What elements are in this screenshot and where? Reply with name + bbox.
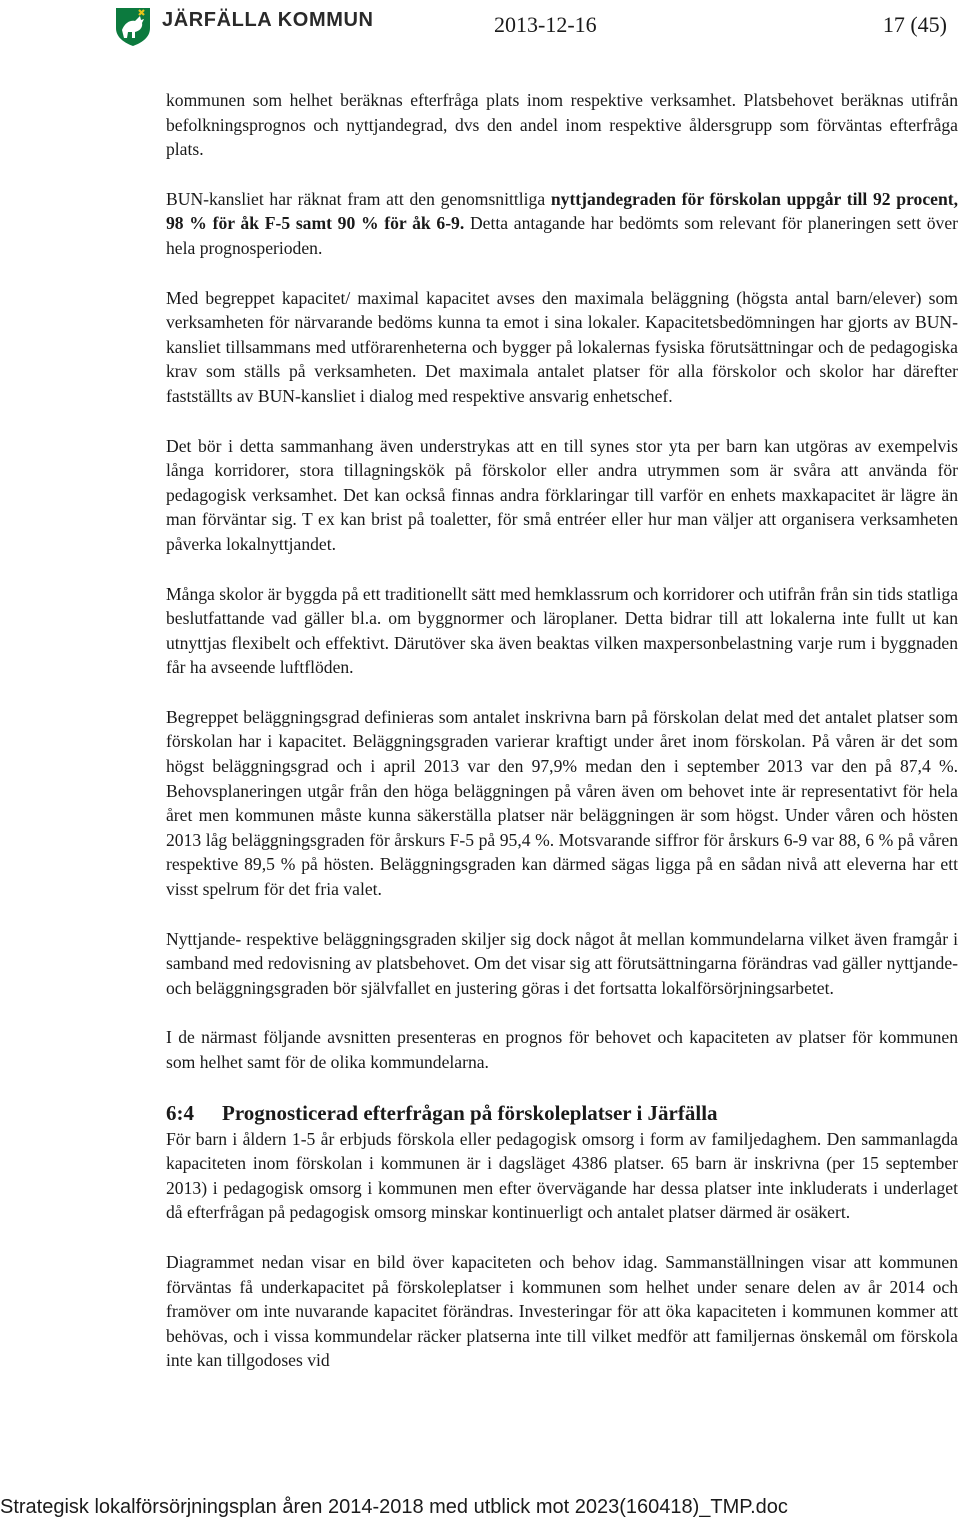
paragraph: Begreppet beläggningsgrad definieras som antalet inskrivna barn på förskolan delat med det antalet platser som förskolan har i kapacitet. Beläggningsgraden varierar kraftigt under året inom förskolan. På våren är det som högst beläggningsgrad och i april 2013 var den 97,9% medan den i september 2013 var den på 87,4 %. Behovsplaneringen utgår från den höga beläggningen på våren även om behovet inte är representativt för hela året men kommunen måste kunna säkerställa platser när beläggningen är som högst. Under våren och hösten 2013 låg beläggningsgraden för årskurs F-5 på 95,4 %. Motsvarande siffror för årskurs 6-9 var 88, 6 % på våren respektive 89,5 % på hösten. Beläggningsgraden kan därmed sägas ligga på en sådan nivå att eleverna har ett visst spelrum för det fria valet. — [166, 706, 958, 900]
document-date: 2013-12-16 — [494, 12, 597, 37]
paragraph-text: BUN-kansliet har räknat fram att den genomsnittliga — [166, 188, 551, 209]
section-title: Prognosticerad efterfrågan på förskoleplatser i Järfälla — [222, 1100, 718, 1125]
paragraph: Nyttjande- respektive beläggningsgraden skiljer sig dock något åt mellan kommundelarna vilket även framgår i samband med redovisning av platsbehovet. Om det visar sig att förutsättningarna förändras vad gäller nyttjande-och beläggningsgraden bör självfallet en justering göras i det fortsatta lokalförsörjningsarbetet. — [166, 928, 958, 998]
page-footer: Strategisk lokalförsörjningsplan åren 2014-2018 med utblick mot 2023(160418)_TMP.doc — [0, 1496, 788, 1518]
section-number: 6:4 — [166, 1100, 194, 1125]
paragraph — [166, 187, 958, 261]
paragraph: För barn i åldern 1-5 år erbjuds förskola eller pedagogisk omsorg i form av familjedaghem. Den sammanlagda kapaciteten inom förskolan i kommunen är i dagsläget 4386 platser. 65 barn är inskrivna (per 15 september 2013) i pedagogisk omsorg i kommunen men efter övervägande har dessa platser inte inkluderats i underlaget då efterfrågan på pedagogisk omsorg minskar kontinuerligt och antalet platser därmed är osäkert. — [166, 1128, 958, 1223]
paragraph: Med begreppet kapacitet/ maximal kapacitet avses den maximala beläggning (högsta antal barn/elever) som verksamheten för närvarande bedöms kunna ta emot i sina lokaler. Kapacitetsbedömningen har gjorts av BUN-kansliet tillsammans med utförarenheterna och bygger på lokalernas fysiska förutsättningar och de pedagogiska krav som ställs på verksamheten. Det maximala antalet platser för alla förskolor och skolor har därefter fastställts av BUN-kansliet i dialog med respektive ansvarig enhetschef. — [166, 287, 958, 406]
section-heading — [166, 1100, 958, 1127]
paragraph: Många skolor är byggda på ett traditionellt sätt med hemklassrum och korridorer och utifrån från sin tids statliga beslutfattande vad gäller bl.a. om byggnormer och läroplaner. Detta bidrar till att lokalerna inte fullt ut kan utnyttjas flexibelt och effektivt. Därutöver ska även beaktas vilken maxpersonbelastning varje rum i byggnaden får ha avseende luftflöden. — [166, 583, 959, 678]
paragraph: Diagrammet nedan visar en bild över kapaciteten och behov idag. Sammanställningen visar att kommunen förväntas få underkapacitet på förskoleplatser i kommunen som helhet under senare delen av år 2014 och framöver om inte nuvarande kapacitet förändras. Investeringar för att öka kapaciteten i kommunen kommer att behövas, och i vissa kommundelar räcker platserna inte till vilket medför att familjernas önskemål om förskola inte kan tillgodoses vid — [166, 1251, 958, 1371]
document-body — [166, 88, 958, 1398]
paragraph-text: Detta antagande har bedömts som relevant för planeringen sett över hela prognosperioden. — [166, 213, 959, 258]
paragraph: I de närmast följande avsnitten presenteras en prognos för behovet och kapaciteten av platser för kommunen som helhet samt för de olika kommundelarna. — [166, 1027, 958, 1072]
jarfalla-crest-icon — [113, 6, 153, 46]
paragraph: Det bör i detta sammanhang även understrykas att en till synes stor yta per barn kan utgöras av exempelvis långa korridorer, stora tillagningskök på förskolor eller andra utrymmen som är svåra att använda för pedagogisk verksamhet. Det kan också finnas andra förklaringar till varför en enhets maxkapacitet är lägre än man förväntar sig. T ex kan brist på toaletter, för små entréer eller hur man väljer att organisera verksamheten påverka lokalnyttjandet. — [166, 435, 958, 554]
page-number: 17 (45) — [882, 12, 947, 37]
bold-text: nyttjandegraden för förskolan uppgår till 92 procent, 98 % för åk F-5 samt 90 % för åk 6-9. — [166, 188, 958, 234]
paragraph: kommunen som helhet beräknas efterfråga plats inom respektive verksamhet. Platsbehovet beräknas utifrån befolkningsprognos och nyttjandegrad, dvs den andel inom respektive åldersgrupp som förväntas efterfråga plats. — [166, 90, 958, 160]
page-header — [0, 0, 960, 60]
organization-name: JÄRFÄLLA KOMMUN — [162, 9, 374, 31]
